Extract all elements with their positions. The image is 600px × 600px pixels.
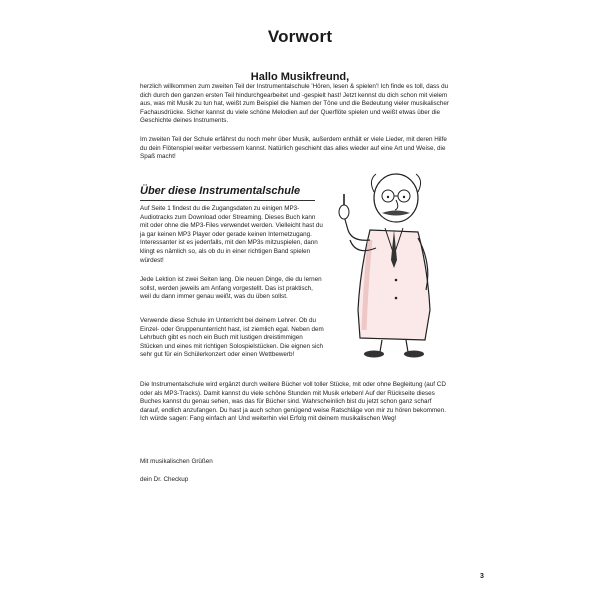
about-paragraph-2: Jede Lektion ist zwei Seiten lang. Die neuen Dinge, die du lernen sollst, werden jeweils am Anfang vorgestellt. Das ist praktisch, weil du dann immer genau weißt, was du üben sollst. xyxy=(140,276,322,301)
intro-paragraph-1: herzlich willkommen zum zweiten Teil der Instrumentalschule 'Hören, lesen & spielen'! Ich finde es toll, dass du dich durch den ganzen ersten Teil hindurchgearbeitet und -gespielt hast! Jetzt kennst du dich schon mit vielem aus, was mit Musik zu tun hat, weißt zum Beispiel die Namen der Töne und die Bedeutung vieler musikalischer Fachausdrücke. Sicher kannst du viele schöne Melodien auf der Querflöte spielen und weißt etwas über die Geschichte deines Instruments. xyxy=(140,83,449,125)
signature-line: dein Dr. Checkup xyxy=(140,476,189,483)
section-heading: Über diese Instrumentalschule xyxy=(140,185,301,197)
intro-paragraph-2: Im zweiten Teil der Schule erfährst du noch mehr über Musik, außerdem enthält er viele Lieder, mit deren Hilfe du dein Flötenspiel weiter verbessern kannst. Natürlich geschieht das alles wieder auf eine Art und Weise, die Spaß macht! xyxy=(140,136,447,161)
about-paragraph-3: Verwende diese Schule im Unterricht bei deinem Lehrer. Ob du Einzel- oder Gruppenunterricht hast, ist ziemlich egal. Neben dem Lehrbuch gibt es noch ein Buch mit lustigen dreistimmigen Stücken und eines mit richtigen Solospielstücken. Die eignen sich sehr gut für ein Schülerkonzert oder einen Wettbewerb! xyxy=(140,317,324,359)
regards-line: Mit musikalischen Grüßen xyxy=(140,458,213,465)
page-number: 3 xyxy=(480,573,484,580)
closing-paragraph: Die Instrumentalschule wird ergänzt durch weitere Bücher voll toller Stücke, mit oder ohne Begleitung (auf CD oder als MP3-Tracks). Damit kannst du viele schöne Stunden mit Musik erleben! Auf der Rückseite dieses Buches kannst du genau sehen, was das für Bücher sind. Wahrscheinlich bist du jetzt schon ganz scharf darauf, endlich anzufangen. Du hast ja auch schon genügend weise Ratschläge von mir zu hören bekommen. Ich würde sagen: Fang einfach an! Und weiterhin viel Erfolg mit deinem musikalischen Weg! xyxy=(140,381,446,423)
professor-illustration xyxy=(330,160,470,360)
about-paragraph-1: Auf Seite 1 findest du die Zugangsdaten zu einigen MP3-Audiotracks zum Download oder Streaming. Dieses Buch kann mit oder ohne die MP3-Files verwendet werden. Vielleicht hast du ja gar keinen MP3 Player oder gerade keinen Internetzugang. Interessanter ist es jedenfalls, mit den MP3s mitzuspielen, dann klingt es nämlich so, als ob du in einer richtigen Band spielen würdest! xyxy=(140,205,323,264)
greeting-heading: Hallo Musikfreund, xyxy=(250,71,350,83)
page-title: Vorwort xyxy=(267,27,333,46)
section-heading-underline xyxy=(140,200,315,201)
